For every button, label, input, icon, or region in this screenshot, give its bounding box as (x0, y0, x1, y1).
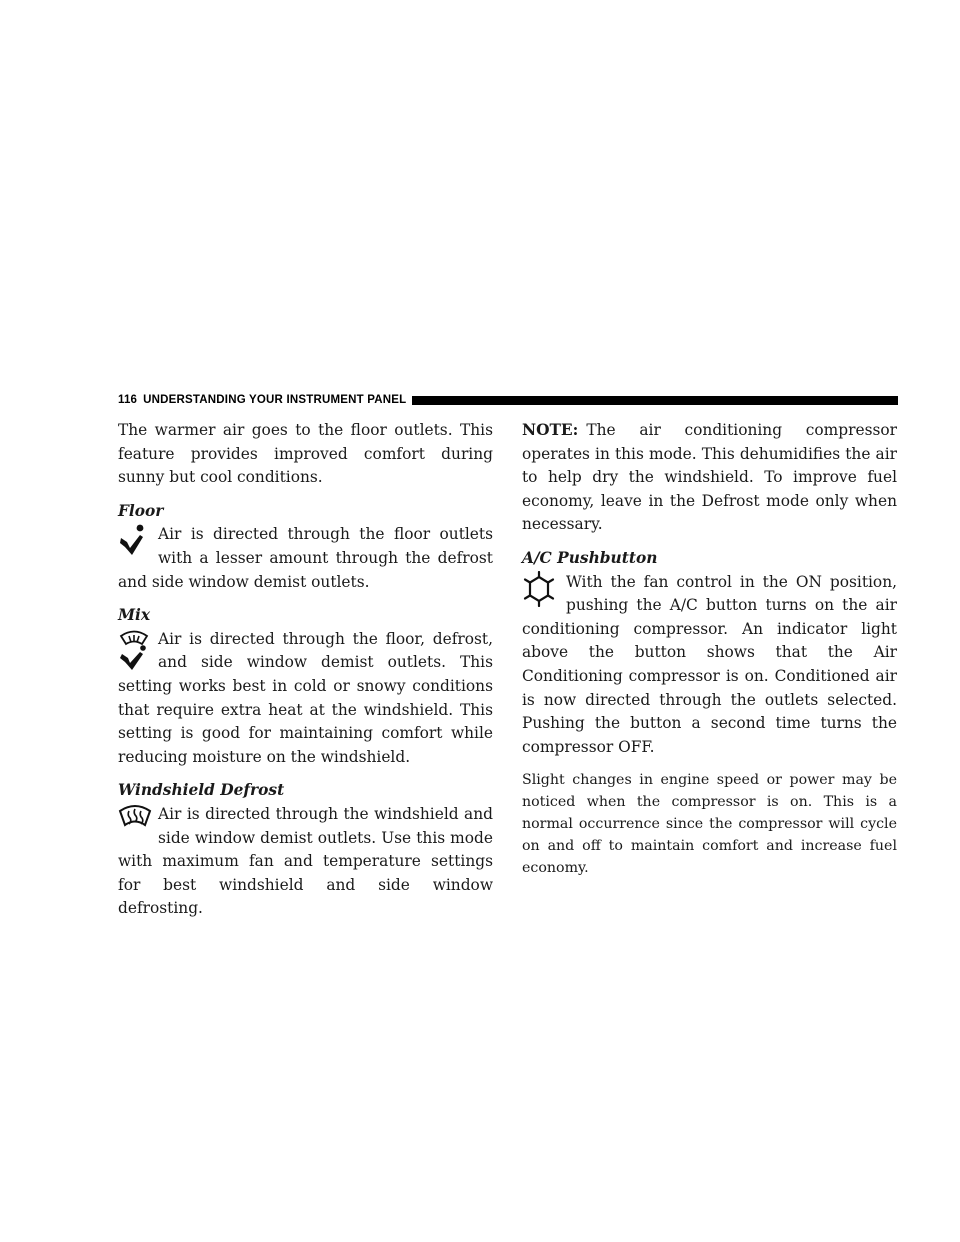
header-rule (412, 396, 898, 405)
mix-mode-icon (118, 628, 158, 674)
ac-heading: A/C Pushbutton (522, 548, 658, 567)
floor-section (118, 523, 493, 594)
mix-heading: Mix (118, 606, 151, 625)
note-paragraph (522, 419, 897, 537)
page-number: 116 (118, 394, 138, 406)
snowflake-icon (522, 571, 566, 607)
note-label: NOTE: (522, 421, 579, 439)
defrost-section (118, 803, 493, 921)
intro-paragraph: The warmer air goes to the floor outlets. This feature provides improved comfort during sunny but cool conditions. (118, 421, 493, 487)
page-header (118, 393, 898, 407)
floor-mode-icon (118, 523, 158, 559)
note-text: The air conditioning compressor operates in this mode. This dehumidifies the air to help dry the windshield. To improve fuel economy, leave in the Defrost mode only when necessary. (522, 421, 897, 534)
ac-section (522, 571, 897, 760)
floor-heading: Floor (118, 501, 164, 520)
ac-text: With the fan control in the ON position, pushing the A/C button turns on the air conditioning compressor. An indicator light above the button shows that the Air Conditioning compressor is on. Conditioned air is now directed through the outlets selected. Pushing the button a second time turns the compressor OFF. (522, 572, 897, 756)
mix-section (118, 628, 493, 770)
mix-text: Air is directed through the floor, defrost, and side window demist outlets. This setting works best in cold or snowy conditions that require extra heat at the windshield. This setting is good for maintaining comfort while reducing moisture on the windshield. (118, 629, 493, 766)
defrost-text: Air is directed through the windshield and side window demist outlets. Use this mode with maximum fan and temperature settings for best windshield and side window defrosting. (118, 804, 493, 918)
windshield-defrost-icon (118, 803, 158, 833)
compressor-tip: Slight changes in engine speed or power may be noticed when the compressor is on. This is a normal occurrence since the compressor will cycle on and off to maintain comfort and increase fuel economy. (522, 772, 897, 877)
left-column (118, 419, 493, 921)
defrost-heading: Windshield Defrost (118, 781, 285, 800)
right-column (522, 419, 897, 879)
floor-text: Air is directed through the floor outlets with a lesser amount through the defrost and side window demist outlets. (118, 525, 493, 591)
section-title: UNDERSTANDING YOUR INSTRUMENT PANEL (143, 394, 407, 406)
